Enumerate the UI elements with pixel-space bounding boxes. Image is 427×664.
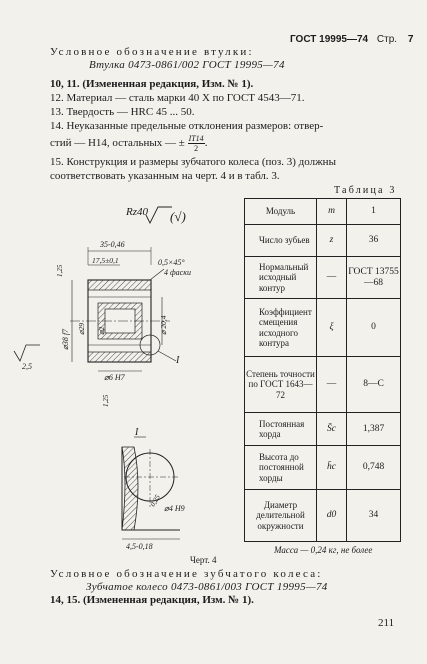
row-sym: — bbox=[317, 357, 347, 413]
dia-4: ⌀4 H9 bbox=[164, 504, 185, 513]
header-val: 1 bbox=[347, 199, 401, 225]
item-13: 13. Твердость — HRC 45 ... 50. bbox=[50, 106, 195, 118]
row-sym: z bbox=[317, 225, 347, 257]
row-val: 0,748 bbox=[347, 446, 401, 490]
dim-0-25: 0,25 bbox=[148, 493, 162, 508]
roughness-paren: (√) bbox=[170, 209, 186, 224]
dim-4-5: 4,5-0,18 bbox=[126, 542, 153, 551]
item-14-end: . bbox=[204, 137, 208, 150]
row-name: Постоянная хорда bbox=[245, 413, 317, 446]
row-val: 0 bbox=[347, 299, 401, 357]
dia-2: ⌀2 bbox=[97, 326, 106, 335]
item-10-11: 10, 11. (Измененная редакция, Изм. № 1). bbox=[50, 78, 254, 90]
item-14-text: стий — H14, остальных — ± bbox=[50, 137, 185, 150]
row-name: Степень точности по ГОСТ 1643—72 bbox=[245, 357, 317, 413]
table-row bbox=[245, 490, 401, 542]
row-sym: — bbox=[317, 257, 347, 299]
gear-teeth-top bbox=[88, 280, 151, 290]
dia-38: ⌀38 f7 bbox=[61, 328, 70, 350]
row-name: Высота до постоянной хорды bbox=[245, 446, 317, 490]
table-header-row bbox=[245, 199, 401, 225]
header-name: Модуль bbox=[245, 199, 317, 225]
dia-29: ⌀29 bbox=[77, 322, 86, 335]
row-val: 1,387 bbox=[347, 413, 401, 446]
table-row bbox=[245, 225, 401, 257]
table-title: Таблица 3 bbox=[334, 185, 397, 196]
item-12: 12. Материал — сталь марки 40 Х по ГОСТ 4543—71. bbox=[50, 92, 305, 104]
item-15-line2: соответствовать указанным на черт. 4 и в табл. 3. bbox=[50, 170, 280, 182]
gear-parameters-table bbox=[244, 198, 401, 542]
roughness-check-icon bbox=[146, 207, 172, 223]
item-14-line2 bbox=[50, 134, 207, 153]
mass-note: Масса — 0,24 кг, не более bbox=[274, 545, 373, 555]
row-sym: d0 bbox=[317, 490, 347, 542]
tolerance-fraction bbox=[188, 134, 205, 153]
table-row bbox=[245, 446, 401, 490]
table-row bbox=[245, 257, 401, 299]
gear-caption: Условное обозначение зубчатого колеса: bbox=[50, 568, 323, 580]
detail-I-label: I bbox=[135, 427, 139, 438]
standard-number: ГОСТ 19995—74 bbox=[290, 34, 369, 45]
header-sym: m bbox=[317, 199, 347, 225]
table-row bbox=[245, 357, 401, 413]
running-header bbox=[290, 34, 413, 45]
row-val: 36 bbox=[347, 225, 401, 257]
row-sym: S̄c bbox=[317, 413, 347, 446]
dim-35: 35-0,46 bbox=[100, 240, 125, 249]
gear-drawing bbox=[0, 185, 240, 555]
sleeve-designation: Втулка 0473-0861/002 ГОСТ 19995—74 bbox=[89, 59, 285, 71]
dia-6: ⌀6 H7 bbox=[104, 373, 125, 382]
chamfer-note: 4 фаски bbox=[164, 268, 191, 277]
row-val: 34 bbox=[347, 490, 401, 542]
detail-section bbox=[122, 447, 138, 530]
dim-17-5: 17,5±0,1 bbox=[92, 256, 119, 265]
fraction-denominator: 2 bbox=[194, 144, 199, 153]
sleeve-caption: Условное обозначение втулки: bbox=[50, 46, 254, 58]
dia-right: ⌀ 20,4 bbox=[159, 315, 168, 335]
amendment-note: 14, 15. (Измененная редакция, Изм. № 1). bbox=[50, 594, 254, 606]
row-name: Нормальный исходный контур bbox=[245, 257, 317, 299]
dim-small-left: 1,25 bbox=[56, 264, 64, 277]
row-name: Коэффициент смещения исходного контура bbox=[245, 299, 317, 357]
row-val: 8—С bbox=[347, 357, 401, 413]
dim-1-25: 1,25 bbox=[102, 394, 110, 407]
fraction-numerator: IT14 bbox=[188, 134, 204, 143]
chamfer-dim: 0,5×45° bbox=[158, 258, 185, 267]
drawing-caption: Черт. 4 bbox=[190, 555, 217, 565]
page-label: Стр. bbox=[376, 34, 398, 45]
gear-teeth-bottom bbox=[88, 352, 151, 362]
dim-2-5: 2,5 bbox=[22, 362, 32, 371]
page-number: 211 bbox=[378, 617, 395, 629]
page-num: 7 bbox=[407, 34, 414, 45]
row-name: Диаметр делительной окружности bbox=[245, 490, 317, 542]
row-sym: h̄c bbox=[317, 446, 347, 490]
row-name: Число зубьев bbox=[245, 225, 317, 257]
item-14-line1: 14. Неуказанные предельные отклонения размеров: отвер- bbox=[50, 120, 324, 132]
table-row bbox=[245, 413, 401, 446]
gear-designation: Зубчатое колесо 0473-0861/003 ГОСТ 19995—74 bbox=[86, 581, 328, 593]
table-row bbox=[245, 299, 401, 357]
item-15-line1: 15. Конструкция и размеры зубчатого колеса (поз. 3) должны bbox=[50, 156, 336, 168]
row-val: ГОСТ 13755—68 bbox=[347, 257, 401, 299]
roughness-value: Rz40 bbox=[126, 206, 148, 218]
row-sym: ξ bbox=[317, 299, 347, 357]
marker-I: I bbox=[176, 355, 180, 366]
